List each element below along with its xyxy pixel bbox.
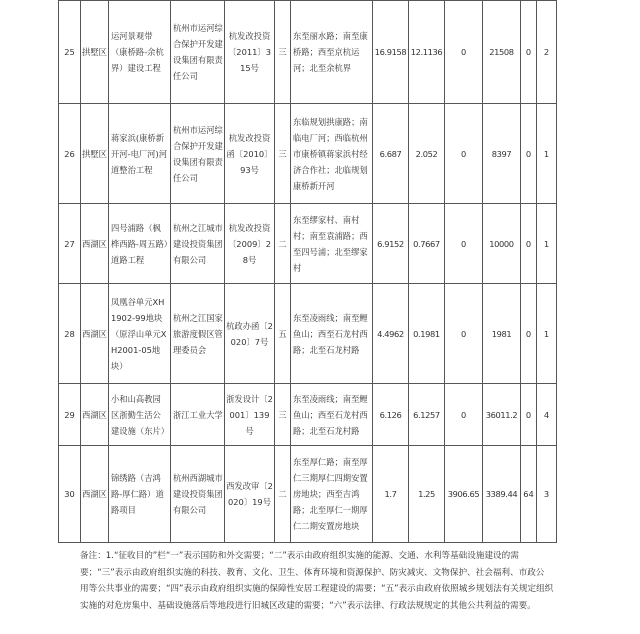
cell-houses-area: 1981 [483,284,521,384]
cell-approval: 杭政办函〔2020〕7号 [225,284,275,384]
cell-total-area: 6.126 [373,384,409,446]
cell-houses-area: 3389.44 [483,446,521,543]
cell-no: 27 [59,204,81,284]
cell-unit: 杭州之江城市建设投资集团有限公司 [171,204,225,284]
cell-state-area: 2.052 [409,104,445,204]
cell-houses-area: 10000 [483,204,521,284]
cell-scope: 东至凌雨线；南至鲤鱼山；西至石龙村西路；北至石龙村路 [291,384,373,446]
cell-collective-area: 0 [445,284,483,384]
expropriation-table [58,0,557,543]
cell-houses-area: 36011.2 [483,384,521,446]
cell-unit: 浙江工业大学 [171,384,225,446]
table-row [59,384,557,446]
cell-scope: 东至缪家村、南村村；南至袁浦路；西至四号浦；北至缪家村 [291,204,373,284]
cell-households-b: 4 [537,384,557,446]
footnote-line: 用等公共事业的需要；“四”表示由政府组织实施的保障性安居工程建设的需要；“五”表示由政府依照城乡规划法有关规定组织 [80,584,554,594]
cell-purpose: 三 [275,384,291,446]
cell-households-b: 1 [537,104,557,204]
cell-households-b: 3 [537,446,557,543]
table-row [59,1,557,104]
cell-project: 锦绣路（吉鸿路-厚仁路）道路项目 [109,446,171,543]
cell-no: 30 [59,446,81,543]
cell-total-area: 6.9152 [373,204,409,284]
cell-households-a: 0 [521,204,537,284]
cell-collective-area: 0 [445,384,483,446]
cell-houses-area: 8397 [483,104,521,204]
cell-scope: 东临规划拱康路；南临电厂河；西临杭州市康桥镇蒋家浜村经济合作社；北临规划康桥新开河 [291,104,373,204]
cell-purpose: 二 [275,204,291,284]
cell-households-a: 0 [521,104,537,204]
cell-collective-area: 0 [445,104,483,204]
cell-households-a: 0 [521,1,537,104]
footnote [80,548,564,614]
cell-approval: 杭发改投资函〔2010〕93号 [225,104,275,204]
cell-households-b: 1 [537,284,557,384]
cell-state-area: 1.25 [409,446,445,543]
cell-state-area: 0.7667 [409,204,445,284]
cell-scope: 东至厚仁路；南至厚仁三期厚仁四期安置房地块；西至吉鸿路；北至厚仁一期厚仁二期安置房地块 [291,446,373,543]
cell-district: 拱墅区 [81,1,109,104]
cell-approval: 西发改审〔2020〕19号 [225,446,275,543]
cell-purpose: 三 [275,1,291,104]
cell-project: 蒋家浜(康桥新开河-电厂河)河道整治工程 [109,104,171,204]
cell-total-area: 6.687 [373,104,409,204]
cell-unit: 杭州市运河综合保护开发建设集团有限责任公司 [171,1,225,104]
table-row [59,104,557,204]
cell-district: 西湖区 [81,384,109,446]
cell-project: 四号浦路（枫桦西路-周五路）道路工程 [109,204,171,284]
cell-purpose: 二 [275,446,291,543]
table-row [59,204,557,284]
cell-collective-area: 0 [445,204,483,284]
cell-houses-area: 21508 [483,1,521,104]
cell-scope: 东至凌雨线；南至鲤鱼山；西至石龙村西路；北至石龙村路 [291,284,373,384]
cell-households-b: 1 [537,204,557,284]
cell-collective-area: 0 [445,1,483,104]
cell-project: 小和山高教园区浙勤生活公建设施（东片） [109,384,171,446]
cell-approval: 杭发改投资〔2009〕28号 [225,204,275,284]
table-row [59,284,557,384]
cell-no: 28 [59,284,81,384]
cell-project: 凤凰谷单元XH1902-99地块（原浮山单元XH2001-05地块） [109,284,171,384]
cell-district: 拱墅区 [81,104,109,204]
cell-no: 25 [59,1,81,104]
cell-state-area: 6.1257 [409,384,445,446]
cell-state-area: 12.1136 [409,1,445,104]
cell-project: 运河景观带（康桥路-余杭界）建设工程 [109,1,171,104]
cell-unit: 杭州市运河综合保护开发建设集团有限责任公司 [171,104,225,204]
cell-district: 西湖区 [81,204,109,284]
cell-total-area: 16.9158 [373,1,409,104]
footnote-line: 要；“三”表示由政府组织实施的科技、教育、文化、卫生、体育环境和资源保护、防灾减灾、文物保护、社会福利、市政公 [80,567,545,578]
cell-district: 西湖区 [81,284,109,384]
cell-purpose: 五 [275,284,291,384]
cell-no: 29 [59,384,81,446]
cell-unit: 杭州西湖城市建设投资集团有限公司 [171,446,225,543]
cell-unit: 杭州之江国家旅游度假区管理委员会 [171,284,225,384]
cell-approval: 浙发设计〔2001〕139号 [225,384,275,446]
cell-collective-area: 3906.65 [445,446,483,543]
cell-purpose: 三 [275,104,291,204]
table-row [59,446,557,543]
cell-total-area: 1.7 [373,446,409,543]
cell-state-area: 0.1981 [409,284,445,384]
footnote-line: 备注：1.“征收目的”栏“一”表示国防和外交需要；“二”表示由政府组织实施的能源、交通、水利等基础设施建设的需 [80,551,519,561]
cell-households-a: 0 [521,384,537,446]
cell-district: 西湖区 [81,446,109,543]
cell-households-a: 0 [521,284,537,384]
cell-households-b: 2 [537,1,557,104]
cell-no: 26 [59,104,81,204]
cell-households-a: 64 [521,446,537,543]
cell-approval: 杭发改投资〔2011〕315号 [225,1,275,104]
cell-total-area: 4.4962 [373,284,409,384]
footnote-line: 实施的对危房集中、基础设施落后等地段进行旧城区改建的需要；“六”表示法律、行政法规规定的其他公共利益的需要。 [80,600,536,611]
cell-scope: 东至丽水路；南至康桥路；西至京杭运河；北至余杭界 [291,1,373,104]
